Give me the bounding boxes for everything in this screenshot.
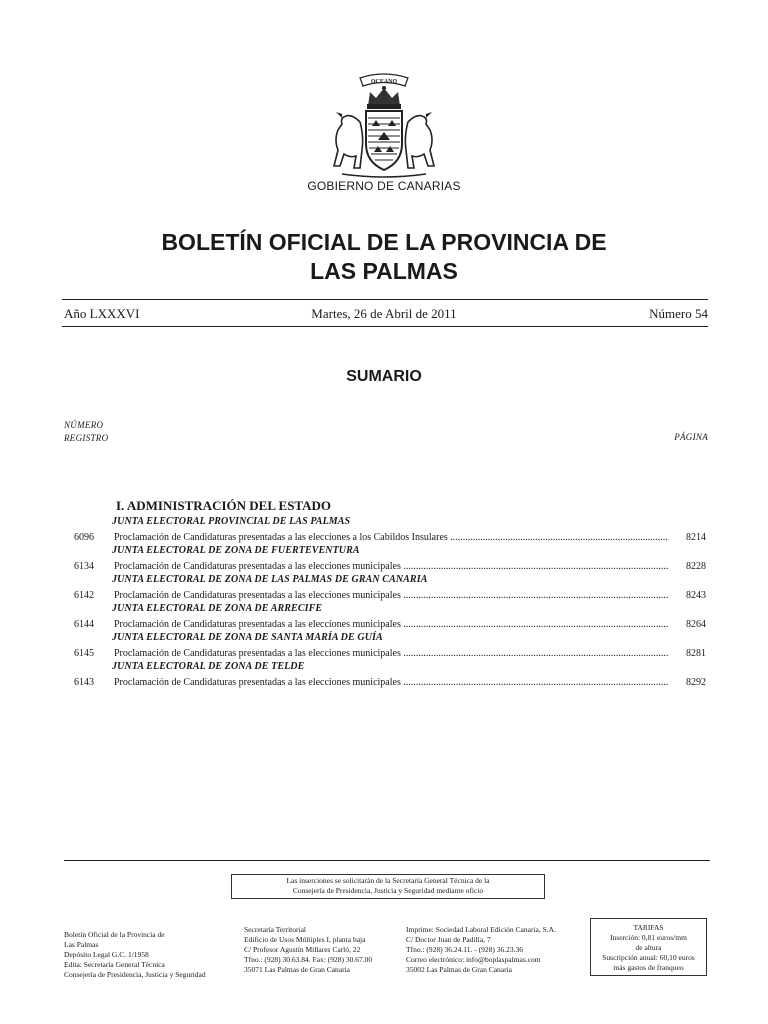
tarifas-line: más gastos de franqueo xyxy=(613,963,684,972)
table-row[interactable] xyxy=(64,618,708,631)
coat-of-arms-emblem xyxy=(312,66,456,184)
page-number: 8281 xyxy=(686,648,706,659)
registro-column-header xyxy=(64,419,108,445)
page-number: 8214 xyxy=(686,532,706,543)
printer-line: Tfno.: (928) 36.24.11. - (928) 36.23.36 xyxy=(406,945,523,954)
table-row[interactable] xyxy=(64,560,708,573)
tarifas-box xyxy=(590,918,707,976)
table-row[interactable] xyxy=(64,676,708,689)
emblem-banner-text: OCEANO xyxy=(370,79,398,85)
entry-text: Proclamación de Candidaturas presentadas a las elecciones municipales ..... xyxy=(114,618,668,631)
junta-heading: JUNTA ELECTORAL DE ZONA DE ARRECIFE xyxy=(112,603,323,614)
footer-rule xyxy=(64,860,710,861)
registro-number: 6142 xyxy=(74,590,94,601)
junta-heading: JUNTA ELECTORAL DE ZONA DE FUERTEVENTURA xyxy=(112,545,360,556)
pagina-column-header: PÁGINA xyxy=(674,432,708,442)
sumario-title: SUMARIO xyxy=(346,368,422,385)
publisher-line: Boletín Oficial de la Provincia de xyxy=(64,930,165,939)
issue-number: Número 54 xyxy=(649,306,708,321)
issue-bottom-rule xyxy=(62,326,708,327)
secretaria-line: 35071 Las Palmas de Gran Canaria xyxy=(244,965,351,974)
bulletin-title-line1: BOLETÍN OFICIAL DE LA PROVINCIA DE xyxy=(161,229,607,255)
junta-heading: JUNTA ELECTORAL DE ZONA DE LAS PALMAS DE GRAN CANARIA xyxy=(112,574,428,585)
entry-text: Proclamación de Candidaturas presentadas a las elecciones municipales ..... xyxy=(114,647,668,660)
secretaria-line: Edificio de Usos Múltiples I, planta baja xyxy=(244,935,366,944)
registro-number: 6134 xyxy=(74,561,94,572)
bulletin-title-line2: LAS PALMAS xyxy=(310,258,458,284)
page-number: 8243 xyxy=(686,590,706,601)
secretaria-line: Secretaría Territorial xyxy=(244,925,307,934)
bulletin-title xyxy=(0,228,768,286)
page-number: 8292 xyxy=(686,677,706,688)
tarifas-line: Inserción: 0,81 euros/mm xyxy=(610,933,687,942)
registro-number: 6096 xyxy=(74,532,94,543)
registro-header-line2: REGISTRO xyxy=(64,433,109,443)
issue-year: Año LXXXVI xyxy=(64,306,140,321)
table-row[interactable] xyxy=(64,589,708,602)
table-row[interactable] xyxy=(64,647,708,660)
notice-line: Las inserciones se solicitarán de la Secretaría General Técnica de la xyxy=(286,876,490,885)
tarifas-line: TARIFAS xyxy=(633,923,664,932)
issue-top-rule xyxy=(62,299,708,300)
printer-info xyxy=(406,925,556,975)
secretaria-line: C/ Profesor Agustín Millares Carló, 22 xyxy=(244,945,361,954)
publisher-info xyxy=(64,930,206,980)
printer-line: 35002 Las Palmas de Gran Canaria xyxy=(406,965,513,974)
junta-heading: JUNTA ELECTORAL PROVINCIAL DE LAS PALMAS xyxy=(112,516,351,527)
entry-text: Proclamación de Candidaturas presentadas a las elecciones municipales ..... xyxy=(114,589,668,602)
issue-date: Martes, 26 de Abril de 2011 xyxy=(311,306,457,321)
entry-text: Proclamación de Candidaturas presentadas a las elecciones a los Cabildos Insulares ..... xyxy=(114,531,668,544)
junta-heading: JUNTA ELECTORAL DE ZONA DE TELDE xyxy=(112,661,305,672)
publisher-line: Edita: Secretaría General Técnica xyxy=(64,960,165,969)
government-label: GOBIERNO DE CANARIAS xyxy=(307,179,461,193)
entry-text: Proclamación de Candidaturas presentadas a las elecciones municipales ..... xyxy=(114,676,668,689)
tarifas-line: de altura xyxy=(635,943,662,952)
page-number: 8264 xyxy=(686,619,706,630)
printer-line: C/ Doctor Juan de Padilla, 7 xyxy=(406,935,491,944)
printer-line: Correo electrónico: info@boplaspalmas.com xyxy=(406,955,541,964)
tarifas-line: Suscripción anual: 60,10 euros xyxy=(602,953,695,962)
entry-text: Proclamación de Candidaturas presentadas a las elecciones municipales ..... xyxy=(114,560,668,573)
registro-number: 6145 xyxy=(74,648,94,659)
printer-line: Imprime: Sociedad Laboral Edición Canaria, S.A. xyxy=(406,925,556,934)
registro-number: 6144 xyxy=(74,619,94,630)
publisher-line: Depósito Legal G.C. 1/1958 xyxy=(64,950,149,959)
registro-number: 6143 xyxy=(74,677,94,688)
section-title: I. ADMINISTRACIÓN DEL ESTADO xyxy=(116,498,332,513)
page-number: 8228 xyxy=(686,561,706,572)
secretaria-line: Tfno.: (928) 30.63.84. Fax: (928) 30.67.00 xyxy=(244,955,373,964)
publisher-line: Las Palmas xyxy=(64,940,99,949)
secretaria-info xyxy=(244,925,372,975)
insertion-notice-box xyxy=(231,874,545,899)
notice-line: Consejería de Presidencia, Justicia y Seguridad mediante oficio xyxy=(292,886,484,895)
registro-header-line1: NÚMERO xyxy=(64,420,104,430)
publisher-line: Consejería de Presidencia, Justicia y Seguridad xyxy=(64,970,206,979)
junta-heading: JUNTA ELECTORAL DE ZONA DE SANTA MARÍA DE GUÍA xyxy=(112,632,383,643)
table-row[interactable] xyxy=(64,531,708,544)
